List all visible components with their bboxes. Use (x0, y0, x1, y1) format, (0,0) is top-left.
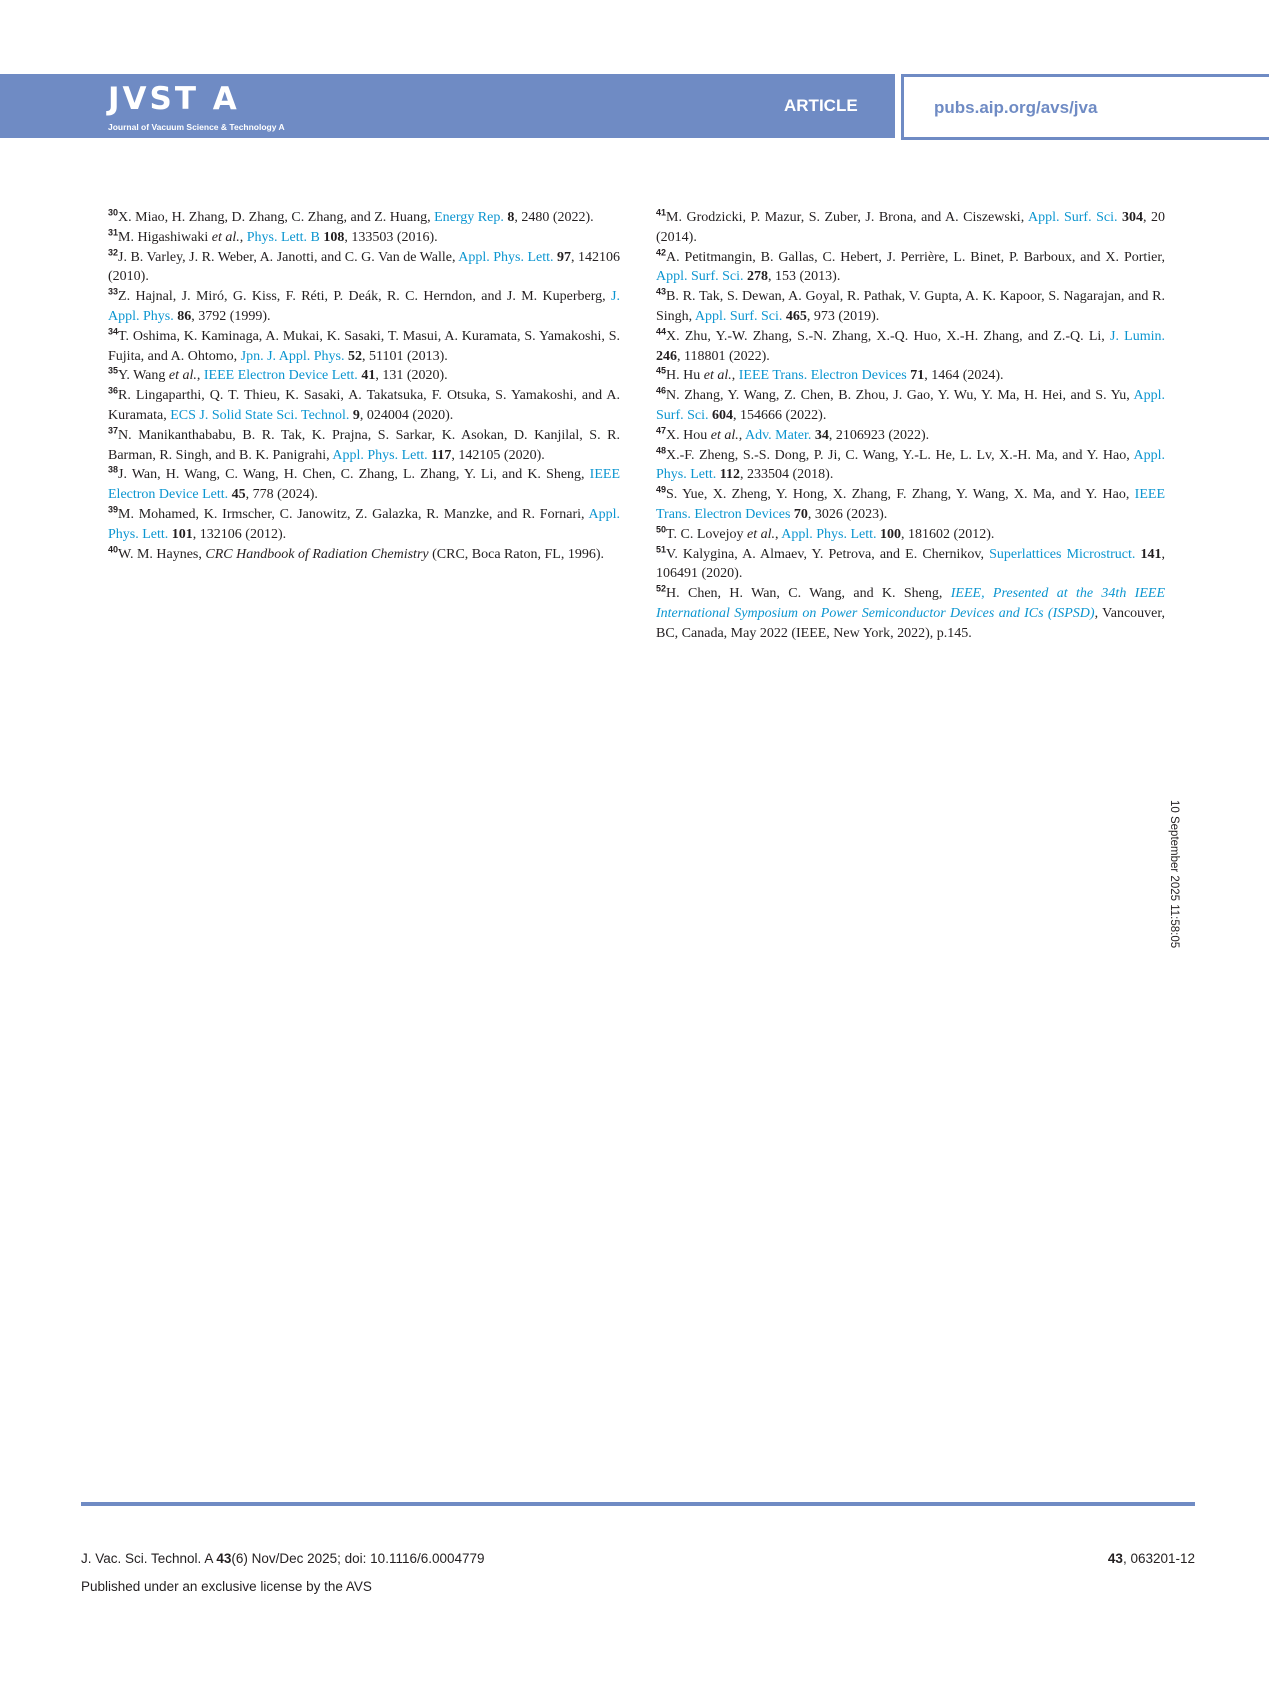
reference-number: 42 (656, 246, 667, 257)
footer-citation (81, 1545, 485, 1573)
reference-text: , 51101 (2013). (361, 348, 448, 364)
reference-item (656, 545, 1165, 585)
reference-item (108, 386, 620, 426)
reference-number: 38 (108, 464, 119, 475)
journal-link[interactable]: Appl. Phys. Lett. (781, 526, 877, 542)
reference-text: T. C. Lovejoy (666, 526, 748, 542)
reference-list-right-column (656, 208, 1165, 644)
reference-item (656, 525, 1165, 545)
reference-item (656, 287, 1165, 327)
reference-item (108, 228, 620, 248)
volume-number: 45 (231, 487, 246, 503)
reference-text: R. Lingaparthi, Q. T. Thieu, K. Sasaki, A. Takatsuka, F. Otsuka, S. Yamakoshi, and A. Kuramata, (108, 388, 620, 423)
reference-text: Y. Wang (118, 368, 169, 384)
reference-text: X.-F. Zheng, S.-S. Dong, P. Ji, C. Wang, Y.-L. He, L. Lv, X.-H. Ma, and Y. Hao, (666, 447, 1134, 463)
reference-text: M. Grodzicki, P. Mazur, S. Zuber, J. Brona, and A. Ciszewski, (666, 210, 1028, 225)
footer-license: Published under an exclusive license by the AVS (81, 1579, 372, 1594)
reference-number: 45 (656, 365, 667, 376)
reference-text: , 181602 (2012). (901, 526, 995, 542)
reference-item (656, 248, 1165, 288)
reference-text: , 106491 (2020). (656, 546, 1166, 582)
reference-item (108, 505, 620, 545)
download-timestamp: 10 September 2025 11:58:05 (1168, 800, 1180, 949)
reference-text: , 154666 (2022). (733, 407, 827, 423)
journal-link[interactable]: IEEE Trans. Electron Devices (738, 368, 907, 384)
volume-number: 465 (785, 308, 807, 324)
reference-text: , Vancouver, BC, Canada, May 2022 (IEEE, New York, 2022), p.145. (656, 605, 1165, 641)
volume-number: 70 (793, 506, 808, 522)
reference-text: , 233504 (2018). (740, 467, 834, 483)
italic-text: et al. (211, 229, 240, 245)
reference-item (108, 426, 620, 466)
reference-text: Z. Hajnal, J. Miró, G. Kiss, F. Réti, P. Deák, R. C. Herndon, and J. M. Kuperberg, (118, 289, 612, 305)
journal-link[interactable]: Jpn. J. Appl. Phys. (240, 348, 345, 364)
reference-number: 30 (108, 207, 119, 218)
reference-text: W. M. Haynes, (118, 546, 206, 562)
reference-item (108, 287, 620, 327)
reference-text: B. R. Tak, S. Dewan, A. Goyal, R. Pathak, V. Gupta, A. K. Kapoor, S. Nagarajan, and R. Singh, (656, 289, 1165, 324)
reference-text: , 20 (2014). (656, 210, 1166, 245)
volume-number: 41 (361, 368, 376, 384)
reference-number: 48 (656, 444, 667, 455)
italic-text: et al. (168, 368, 197, 384)
reference-text: , 142105 (2020). (451, 447, 545, 463)
journal-logo: JVST A (108, 81, 240, 117)
reference-number: 40 (108, 543, 119, 554)
reference-text: V. Kalygina, A. Almaev, Y. Petrova, and E. Chernikov, (666, 546, 990, 562)
reference-text: , 133503 (2016). (344, 229, 438, 245)
reference-item (108, 366, 620, 386)
reference-number: 36 (108, 385, 119, 396)
volume-number: 8 (507, 210, 515, 225)
journal-logo-subtitle: Journal of Vacuum Science & Technology A (108, 122, 285, 132)
reference-text: N. Manikanthababu, B. R. Tak, K. Prajna, S. Sarkar, K. Asokan, D. Kanjilal, S. R. Barman, R. Singh, and B. K. Panigrahi, (108, 427, 620, 463)
italic-text: et al. (747, 526, 776, 542)
reference-item (108, 465, 620, 505)
footer-citation-volume: 43 (216, 1551, 232, 1566)
journal-link[interactable]: Appl. Phys. Lett. (332, 447, 428, 463)
reference-text: , 118801 (2022). (677, 348, 770, 364)
reference-item (108, 327, 620, 367)
italic-text: et al. (703, 368, 732, 384)
journal-link[interactable]: IEEE Trans. Electron Devices (656, 487, 1165, 522)
reference-number: 41 (656, 207, 667, 218)
reference-item (656, 584, 1165, 643)
reference-number: 46 (656, 385, 667, 396)
reference-number: 31 (108, 227, 119, 238)
reference-text: , 3792 (1999). (191, 308, 271, 324)
reference-text: , (239, 229, 247, 245)
journal-link[interactable]: Superlattices Microstruct. (989, 546, 1136, 562)
reference-text: A. Petitmangin, B. Gallas, C. Hebert, J. Perrière, L. Binet, P. Barboux, and X. Portier, (666, 249, 1165, 265)
reference-text: , 024004 (2020). (359, 407, 454, 423)
journal-url-box[interactable] (901, 74, 1269, 140)
reference-item (656, 426, 1165, 446)
italic-text: et al. (710, 427, 739, 443)
footer-rule (81, 1502, 1195, 1506)
volume-number: 141 (1140, 546, 1162, 562)
journal-link[interactable]: Appl. Surf. Sci. (656, 388, 1165, 423)
reference-number: 44 (656, 326, 667, 337)
journal-url-link[interactable]: pubs.aip.org/avs/jva (934, 98, 1098, 117)
journal-link[interactable]: Phys. Lett. B (246, 229, 320, 245)
journal-link[interactable]: ECS J. Solid State Sci. Technol. (170, 407, 350, 423)
reference-text: J. Wan, H. Wang, C. Wang, H. Chen, C. Zhang, L. Zhang, Y. Li, and K. Sheng, (118, 467, 590, 483)
footer-citation-rest: (6) Nov/Dec 2025; doi: 10.1116/6.0004779 (231, 1551, 485, 1566)
footer-citation-prefix: J. Vac. Sci. Technol. A (81, 1551, 217, 1566)
volume-number: 52 (347, 348, 362, 364)
reference-text: , 153 (2013). (768, 269, 841, 285)
volume-number: 108 (323, 229, 345, 245)
volume-number: 71 (910, 368, 925, 384)
reference-text: T. Oshima, K. Kaminaga, A. Mukai, K. Sasaki, T. Masui, A. Kuramata, S. Yamakoshi, S. Fujita, and A. Ohtomo, (108, 328, 620, 364)
reference-text: M. Higashiwaki (118, 229, 212, 245)
volume-number: 86 (177, 308, 192, 324)
volume-number: 117 (431, 447, 452, 463)
reference-text: , 2106923 (2022). (828, 427, 930, 443)
reference-text: , 142106 (2010). (108, 249, 621, 285)
reference-number: 49 (656, 484, 667, 495)
italic-text: CRC Handbook of Radiation Chemistry (205, 546, 429, 562)
reference-text: , (738, 427, 745, 443)
footer-page-volume: 43 (1107, 1551, 1123, 1566)
article-type-label: ARTICLE (784, 96, 858, 115)
reference-text: X. Zhu, Y.-W. Zhang, S.-N. Zhang, X.-Q. Huo, X.-H. Zhang, and Z.-Q. Li, (666, 328, 1111, 344)
journal-link[interactable]: Appl. Surf. Sci. (656, 269, 744, 285)
reference-text: , (196, 368, 204, 384)
reference-number: 51 (656, 543, 667, 554)
reference-number: 37 (108, 425, 119, 436)
journal-link[interactable]: Appl. Phys. Lett. (108, 506, 620, 542)
reference-text: M. Mohamed, K. Irmscher, C. Janowitz, Z. Galazka, R. Manzke, and R. Fornari, (118, 506, 589, 522)
volume-number: 100 (880, 526, 902, 542)
volume-number: 34 (814, 427, 829, 443)
journal-link[interactable]: IEEE, Presented at the 34th IEEE International Symposium on Power Semiconductor Devices and ICs (ISPSD) (656, 586, 1165, 621)
volume-number: 304 (1122, 210, 1143, 225)
reference-number: 33 (108, 286, 119, 297)
reference-number: 34 (108, 326, 119, 337)
reference-text: S. Yue, X. Zheng, Y. Hong, X. Zhang, F. Zhang, Y. Wang, X. Ma, and Y. Hao, (666, 487, 1135, 503)
reference-number: 47 (656, 425, 667, 436)
footer-citation-block (81, 1545, 485, 1601)
reference-number: 32 (108, 246, 119, 257)
reference-text: , 3026 (2023). (807, 506, 888, 522)
reference-item (656, 386, 1165, 426)
reference-text: , (731, 368, 739, 384)
journal-link[interactable]: Appl. Surf. Sci. (1027, 210, 1118, 225)
reference-number: 50 (656, 524, 667, 535)
reference-text: N. Zhang, Y. Wang, Z. Chen, B. Zhou, J. Gao, Y. Wu, Y. Ma, H. Hei, and S. Yu, (666, 388, 1134, 404)
volume-number: 246 (656, 348, 677, 364)
journal-link[interactable]: IEEE Electron Device Lett. (203, 368, 358, 384)
reference-text: (CRC, Boca Raton, FL, 1996). (428, 546, 604, 562)
volume-number: 9 (352, 407, 360, 423)
reference-text: , (775, 526, 782, 542)
journal-link[interactable]: Energy Rep. (434, 210, 504, 225)
footer-page-rest: , 063201-12 (1122, 1551, 1195, 1566)
reference-text: X. Miao, H. Zhang, D. Zhang, C. Zhang, and Z. Huang, (118, 210, 435, 225)
journal-link[interactable]: Appl. Phys. Lett. (458, 249, 554, 265)
reference-item (108, 208, 620, 228)
reference-text: , 778 (2024). (245, 487, 318, 503)
reference-number: 39 (108, 504, 119, 515)
volume-number: 112 (719, 467, 741, 483)
reference-text: , 2480 (2022). (514, 210, 594, 225)
reference-item (108, 248, 620, 288)
reference-item (656, 485, 1165, 525)
reference-text: H. Chen, H. Wan, C. Wang, and K. Sheng, (666, 586, 951, 602)
journal-link[interactable]: J. Appl. Phys. (108, 289, 620, 324)
reference-text: , 132106 (2012). (192, 526, 287, 542)
reference-item (108, 545, 620, 565)
journal-link[interactable]: J. Lumin. (1110, 328, 1166, 344)
reference-list-left-column (108, 208, 620, 564)
reference-item (656, 327, 1165, 367)
journal-link[interactable]: IEEE Electron Device Lett. (108, 467, 620, 503)
volume-number: 101 (171, 526, 193, 542)
reference-item (656, 366, 1165, 386)
volume-number: 604 (712, 407, 733, 423)
reference-number: 43 (656, 286, 667, 297)
journal-link[interactable]: Appl. Phys. Lett. (656, 447, 1165, 483)
footer-page-number (1108, 1545, 1195, 1573)
volume-number: 97 (557, 249, 572, 265)
reference-number: 52 (656, 583, 667, 594)
reference-number: 35 (108, 365, 119, 376)
reference-text: , 1464 (2024). (924, 368, 1004, 384)
reference-item (656, 208, 1165, 248)
reference-text: , 131 (2020). (375, 368, 448, 384)
reference-item (656, 446, 1165, 486)
reference-text: , 973 (2019). (806, 308, 880, 324)
journal-link[interactable]: Adv. Mater. (744, 427, 812, 443)
reference-text: X. Hou (666, 427, 711, 443)
journal-link[interactable]: Appl. Surf. Sci. (694, 308, 783, 324)
volume-number: 278 (747, 269, 768, 285)
reference-text: H. Hu (666, 368, 704, 384)
reference-text: J. B. Varley, J. R. Weber, A. Janotti, and C. G. Van de Walle, (118, 249, 459, 265)
